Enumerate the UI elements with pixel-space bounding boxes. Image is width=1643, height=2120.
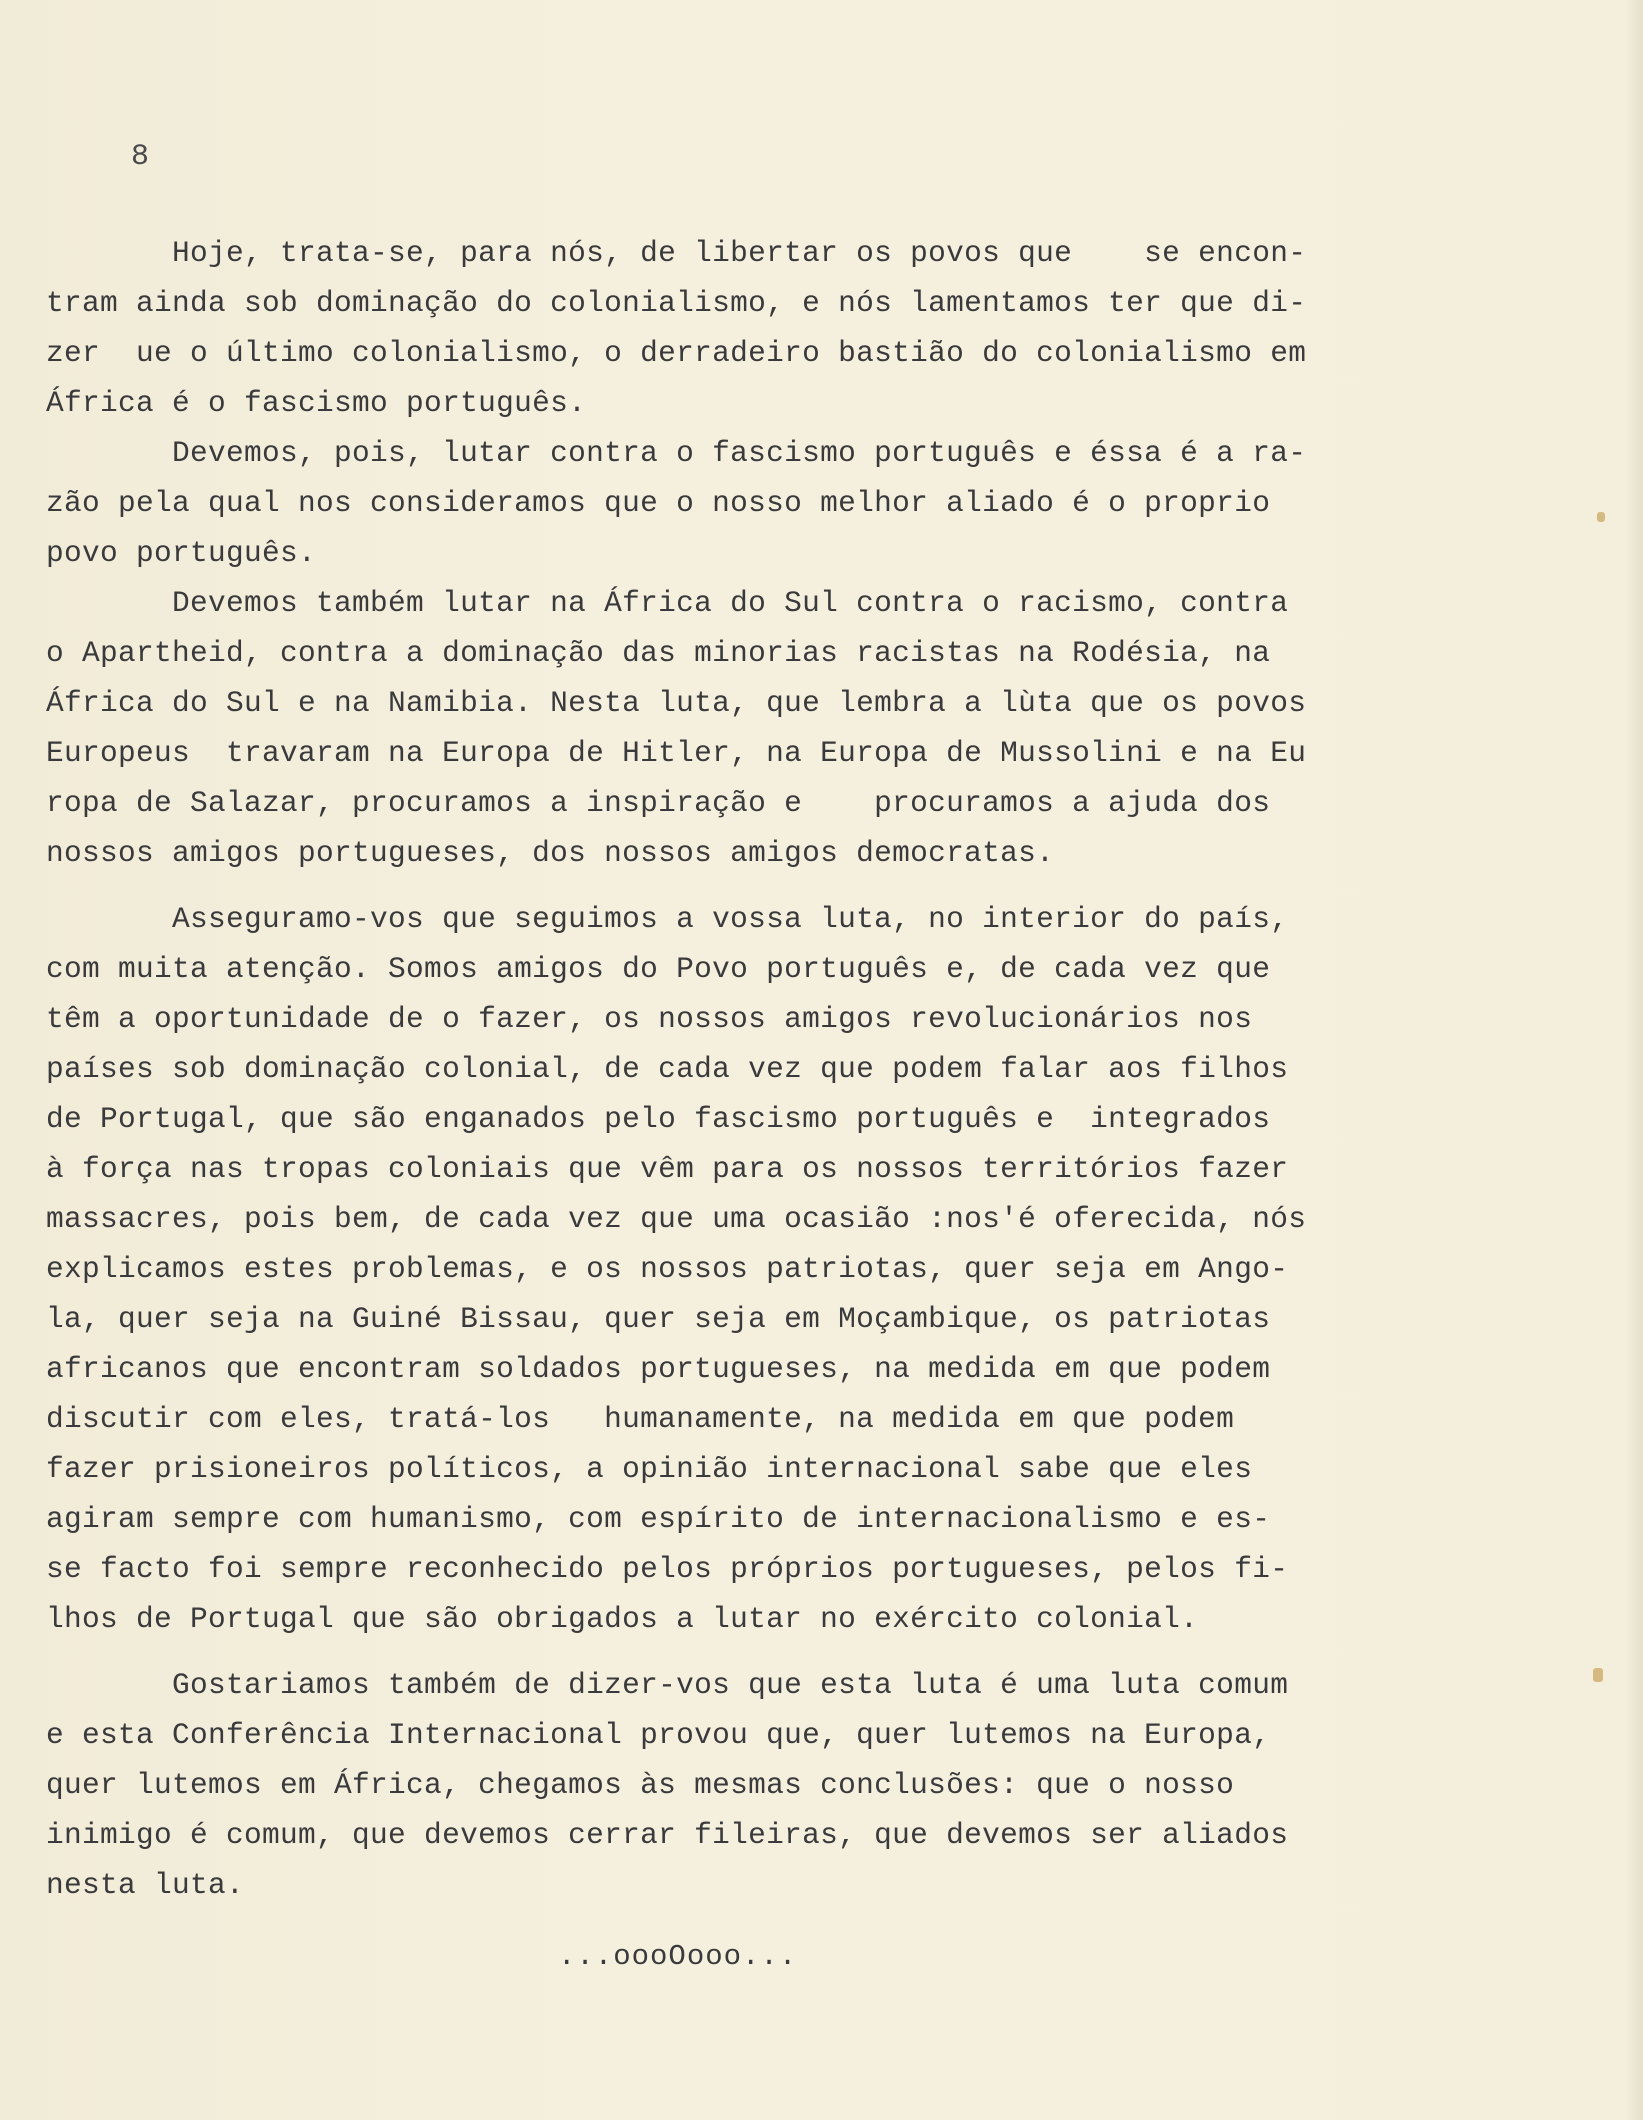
text-line: nesta luta. [46, 1868, 245, 1902]
text-line: explicamos estes problemas, e os nossos patriotas, quer seja em Ango- [46, 1252, 1289, 1286]
text-line: o Apartheid, contra a dominação das minorias racistas na Rodésia, na [46, 636, 1271, 670]
text-line: povo português. [46, 536, 317, 570]
text-line: Gostariamos também de dizer-vos que esta luta é uma luta comum [46, 1668, 1289, 1702]
text-line: discutir com eles, tratá-los humanamente, na medida em que podem [46, 1402, 1235, 1436]
text-line: agiram sempre com humanismo, com espírito de internacionalismo e es- [46, 1502, 1271, 1536]
text-line: países sob dominação colonial, de cada vez que podem falar aos filhos [46, 1052, 1289, 1086]
text-line: África é o fascismo português. [46, 386, 587, 420]
paragraph [46, 578, 1446, 878]
paper-speck [1597, 512, 1605, 522]
paper-speck [1593, 1668, 1603, 1682]
text-line: ropa de Salazar, procuramos a inspiração e procuramos a ajuda dos [46, 786, 1271, 820]
text-line: à força nas tropas coloniais que vêm para os nossos territórios fazer [46, 1152, 1289, 1186]
text-line: se facto foi sempre reconhecido pelos próprios portugueses, pelos fi- [46, 1552, 1289, 1586]
text-line: massacres, pois bem, de cada vez que uma ocasião :nos'é oferecida, nós [46, 1202, 1307, 1236]
paragraph [46, 1660, 1446, 1910]
text-line: inimigo é comum, que devemos cerrar fileiras, que devemos ser aliados [46, 1818, 1289, 1852]
text-line: africanos que encontram soldados portugueses, na medida em que podem [46, 1352, 1271, 1386]
text-line: lhos de Portugal que são obrigados a lutar no exército colonial. [46, 1602, 1199, 1636]
text-line: Hoje, trata-se, para nós, de libertar os povos que se encon- [46, 236, 1307, 270]
text-line: com muita atenção. Somos amigos do Povo português e, de cada vez que [46, 952, 1271, 986]
text-line: e esta Conferência Internacional provou que, quer lutemos na Europa, [46, 1718, 1271, 1752]
text-line: Devemos, pois, lutar contra o fascismo português e éssa é a ra- [46, 436, 1307, 470]
paragraph-gap [46, 1644, 1446, 1660]
paragraph [46, 894, 1446, 1644]
text-line: zer ue o último colonialismo, o derradeiro bastião do colonialismo em [46, 336, 1307, 370]
page-number: 8 [131, 140, 150, 174]
text-line: Devemos também lutar na África do Sul contra o racismo, contra [46, 586, 1289, 620]
text-line: fazer prisioneiros políticos, a opinião internacional sabe que eles [46, 1452, 1253, 1486]
text-line: nossos amigos portugueses, dos nossos amigos democratas. [46, 836, 1055, 870]
paragraph-gap [46, 878, 1446, 894]
text-line: de Portugal, que são enganados pelo fascismo português e integrados [46, 1102, 1271, 1136]
body-text [46, 228, 1446, 1910]
text-line: zão pela qual nos consideramos que o nosso melhor aliado é o proprio [46, 486, 1271, 520]
paragraph [46, 428, 1446, 578]
text-line: África do Sul e na Namibia. Nesta luta, que lembra a lùta que os povos [46, 686, 1307, 720]
text-line: tram ainda sob dominação do colonialismo, e nós lamentamos ter que di- [46, 286, 1307, 320]
page-edge-shadow [1625, 0, 1643, 2120]
text-line: têm a oportunidade de o fazer, os nossos amigos revolucionários nos [46, 1002, 1253, 1036]
text-line: Asseguramo-vos que seguimos a vossa luta, no interior do país, [46, 902, 1289, 936]
end-marker: ...oooOooo... [558, 1940, 798, 1973]
text-line: la, quer seja na Guiné Bissau, quer seja em Moçambique, os patriotas [46, 1302, 1271, 1336]
text-line: quer lutemos em África, chegamos às mesmas conclusões: que o nosso [46, 1768, 1235, 1802]
paragraph [46, 228, 1446, 428]
text-line: Europeus travaram na Europa de Hitler, na Europa de Mussolini e na Eu [46, 736, 1307, 770]
